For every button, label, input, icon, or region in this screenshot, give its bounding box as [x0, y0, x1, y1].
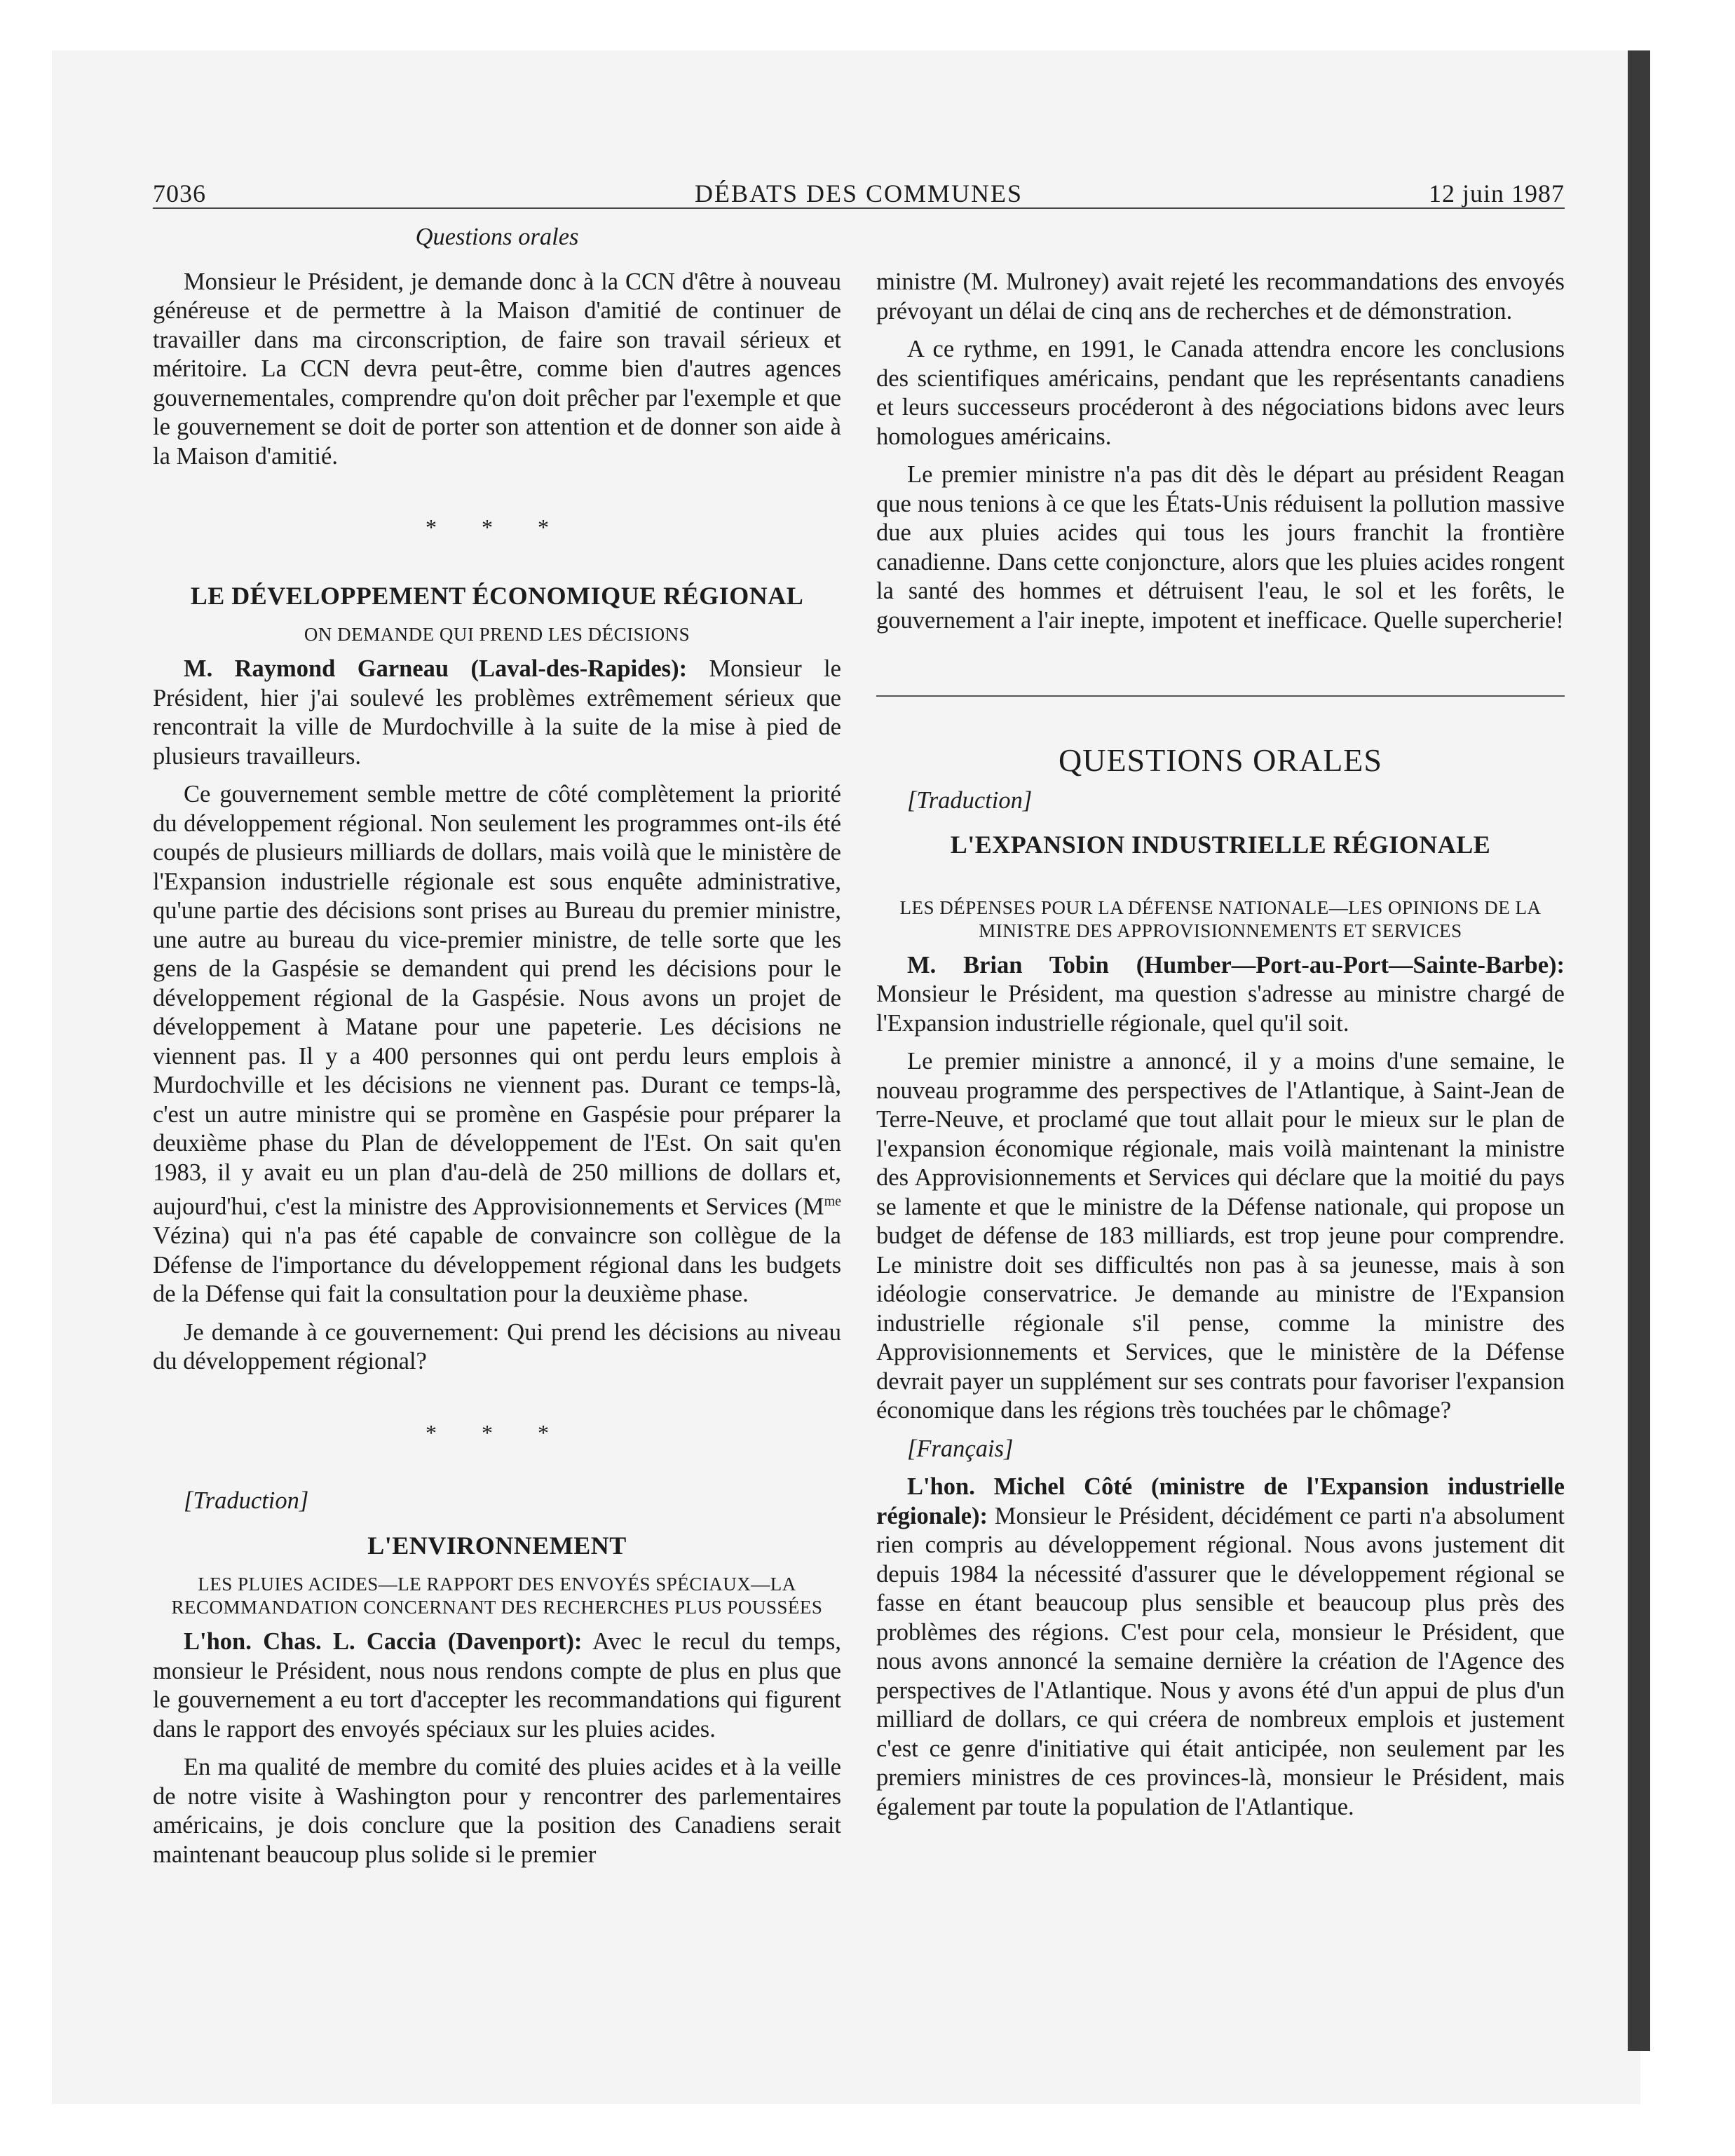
paragraph: Le premier ministre n'a pas dit dès le départ au président Reagan que nous tenions à ce que les États-Unis réduisent la pollution massive due aux pluies acides qui tous les jours franchit la frontière canadienne. Dans cette conjoncture, alors que les pluies acides rongent la santé des hommes et détruisent l'eau, le sol et les forêts, le gouvernement a l'air inepte, impotent et inefficace. Quelle supercherie!	[876, 461, 1565, 634]
paragraph	[153, 780, 841, 1309]
section-subheading: LES DÉPENSES POUR LA DÉFENSE NATIONALE—LES OPINIONS DE LA MINISTRE DES APPROVISIONNEMENTS ET SERVICES	[899, 896, 1542, 941]
speech-text: Monsieur le Président, ma question s'adresse au ministre chargé de l'Expansion industrielle régionale, quel qu'il soit.	[876, 981, 1565, 1037]
paragraph: En ma qualité de membre du comité des pluies acides et à la veille de notre visite à Washington pour y rencontrer des parlementaires américains, je dois conclure que la position des Canadiens serait maintenant beaucoup plus solide si le premier	[153, 1754, 841, 1868]
section-heading: L'EXPANSION INDUSTRIELLE RÉGIONALE	[950, 831, 1491, 859]
paragraph: Je demande à ce gouvernement: Qui prend les décisions au niveau du développement régional?	[153, 1318, 841, 1374]
section-title: QUESTIONS ORALES	[1059, 742, 1382, 778]
speech-text: Monsieur le Président, hier j'ai soulevé les problèmes extrêmement sérieux que rencontrait la ville de Murdochville à la suite de la mise à pied de plusieurs travailleurs.	[153, 655, 841, 770]
paragraph: A ce rythme, en 1991, le Canada attendra encore les conclusions des scientifiques américains, pendant que les représentants canadiens et leurs successeurs procéderont à des négociations bidons avec leurs homologues américains.	[876, 336, 1565, 450]
section-separator: * * *	[426, 1419, 569, 1445]
superscript: me	[824, 1194, 841, 1209]
section-heading: LE DÉVELOPPEMENT ÉCONOMIQUE RÉGIONAL	[190, 581, 804, 610]
language-tag: [Traduction]	[184, 1487, 309, 1514]
speaker-name: M. Brian Tobin (Humber—Port-au-Port—Sainte-Barbe):	[907, 951, 1565, 978]
page-header	[153, 177, 1565, 210]
section-heading: L'ENVIRONNEMENT	[367, 1531, 627, 1560]
speech-text: Monsieur le Président, décidément ce parti n'a absolument rien compris au développement régional. Nous avons justement dit depuis 1984 la nécessité d'assurer que le développement régional se fasse en étant beaucoup plus sensible et beaucoup plus près des problèmes des régions. C'est pour cela, monsieur le Président, que nous avons annoncé la semaine dernière la création de l'Agence des perspectives de l'Atlantique. Nous y avons été d'un appui de plus d'un milliard de dollars, ce qui créera de nombreux emplois et justement c'est ce genre d'initiative qui était anticipée, non seulement par les premiers ministres de ces provinces-là, monsieur le Président, mais également par toute la population de l'Atlantique.	[876, 1502, 1565, 1820]
paragraph-text: Vézina) qui n'a pas été capable de convaincre son collègue de la Défense de l'importance du développement régional dans les budgets de la Défense qui fait la consultation pour la deuxième phase.	[153, 1222, 841, 1307]
right-column	[876, 223, 1565, 1831]
speaker-name: L'hon. Michel Côté (ministre de l'Expansion industrielle régionale):	[876, 1473, 1565, 1529]
speech-paragraph	[153, 655, 841, 771]
page-date: 12 juin 1987	[1428, 179, 1565, 207]
section-separator: * * *	[426, 514, 569, 540]
section-subheading: LES PLUIES ACIDES—LE RAPPORT DES ENVOYÉS SPÉCIAUX—LA RECOMMANDATION CONCERNANT DES RECHERCHES PLUS POUSSÉES	[171, 1574, 823, 1618]
header-rule	[153, 207, 1565, 209]
paragraph-text: Ce gouvernement semble mettre de côté complètement la priorité du développement régional. Non seulement les programmes ont-ils été coupés de plusieurs milliards de dollars, mais voilà que le ministère de l'Expansion industrielle régionale est sous enquête administrative, qu'une partie des décisions sont prises au Bureau du premier ministre, une autre au bureau du vice-premier ministre, de telle sorte que les gens de la Gaspésie se demandent qui prend les décisions pour le développement régional de la Gaspésie. Nous avons un projet de développement à Matane pour une papeterie. Les décisions ne viennent pas. Il y a 400 personnes qui ont perdu leurs emplois à Murdochville et les décisions ne viennent pas. Durant ce temps-là, c'est un autre ministre qui se promène en Gaspésie pour préparer la deuxième phase du Plan de développement de l'Est. On sait qu'en 1983, il y avait eu un plan d'au-delà de 250 millions de dollars et, aujourd'hui, c'est la ministre des Approvisionnements et Services (M	[153, 781, 841, 1220]
left-column	[153, 223, 841, 1878]
running-head: Questions orales	[415, 224, 579, 250]
speech-paragraph	[153, 1628, 841, 1744]
paragraph: Le premier ministre a annoncé, il y a moins d'une semaine, le nouveau programme des perspectives de l'Atlantique, à Saint-Jean de Terre-Neuve, et proclamé que tout allait pour le mieux sur le plan de l'expansion économique régionale, mais voilà maintenant la ministre des Approvisionnements et Services qui déclare que la moitié du pays se lamente et que le ministre de la Défense nationale, qui propose un budget de défense de 183 milliards, est trop jeune pour comprendre. Le ministre doit ses difficultés non pas à sa jeunesse, mais à son idéologie conservatrice. Je demande au ministre de l'Expansion industrielle régionale s'il pense, comme la ministre des Approvisionnements et Services, que le ministère de la Défense devrait payer un supplément sur ses contrats pour favoriser l'expansion économique dans les régions très touchées par le chômage?	[876, 1048, 1565, 1424]
section-subheading: ON DEMANDE QUI PREND LES DÉCISIONS	[304, 624, 690, 645]
speech-paragraph	[876, 951, 1565, 1039]
language-tag: [Français]	[907, 1435, 1014, 1462]
language-tag: [Traduction]	[907, 786, 1033, 814]
page-number: 7036	[153, 179, 206, 207]
paragraph: Monsieur le Président, je demande donc à la CCN d'être à nouveau généreuse et de permettre à la Maison d'amitié de continuer de travailler dans ma circonscription, de faire son travail sérieux et méritoire. La CCN devra peut-être, comme bien d'autres agences gouvernementales, comprendre qu'on doit prêcher par l'exemple et que le gouvernement se doit de porter son attention et de donner son aide à la Maison d'amitié.	[153, 268, 841, 470]
speech-text: Avec le recul du temps, monsieur le Président, nous nous rendons compte de plus en plus que le gouvernement a eu tort d'accepter les recommandations qui figurent dans le rapport des envoyés spéciaux sur les pluies acides.	[153, 1628, 841, 1742]
speech-paragraph	[876, 1473, 1565, 1822]
scan-edge-shadow	[1628, 50, 1650, 2051]
publication-title: DÉBATS DES COMMUNES	[694, 179, 1023, 207]
speaker-name: L'hon. Chas. L. Caccia (Davenport):	[184, 1628, 583, 1655]
speaker-name: M. Raymond Garneau (Laval-des-Rapides):	[184, 655, 688, 682]
section-divider	[876, 695, 1565, 697]
paragraph: ministre (M. Mulroney) avait rejeté les recommandations des envoyés prévoyant un délai de cinq ans de recherches et de démonstration.	[876, 268, 1565, 325]
